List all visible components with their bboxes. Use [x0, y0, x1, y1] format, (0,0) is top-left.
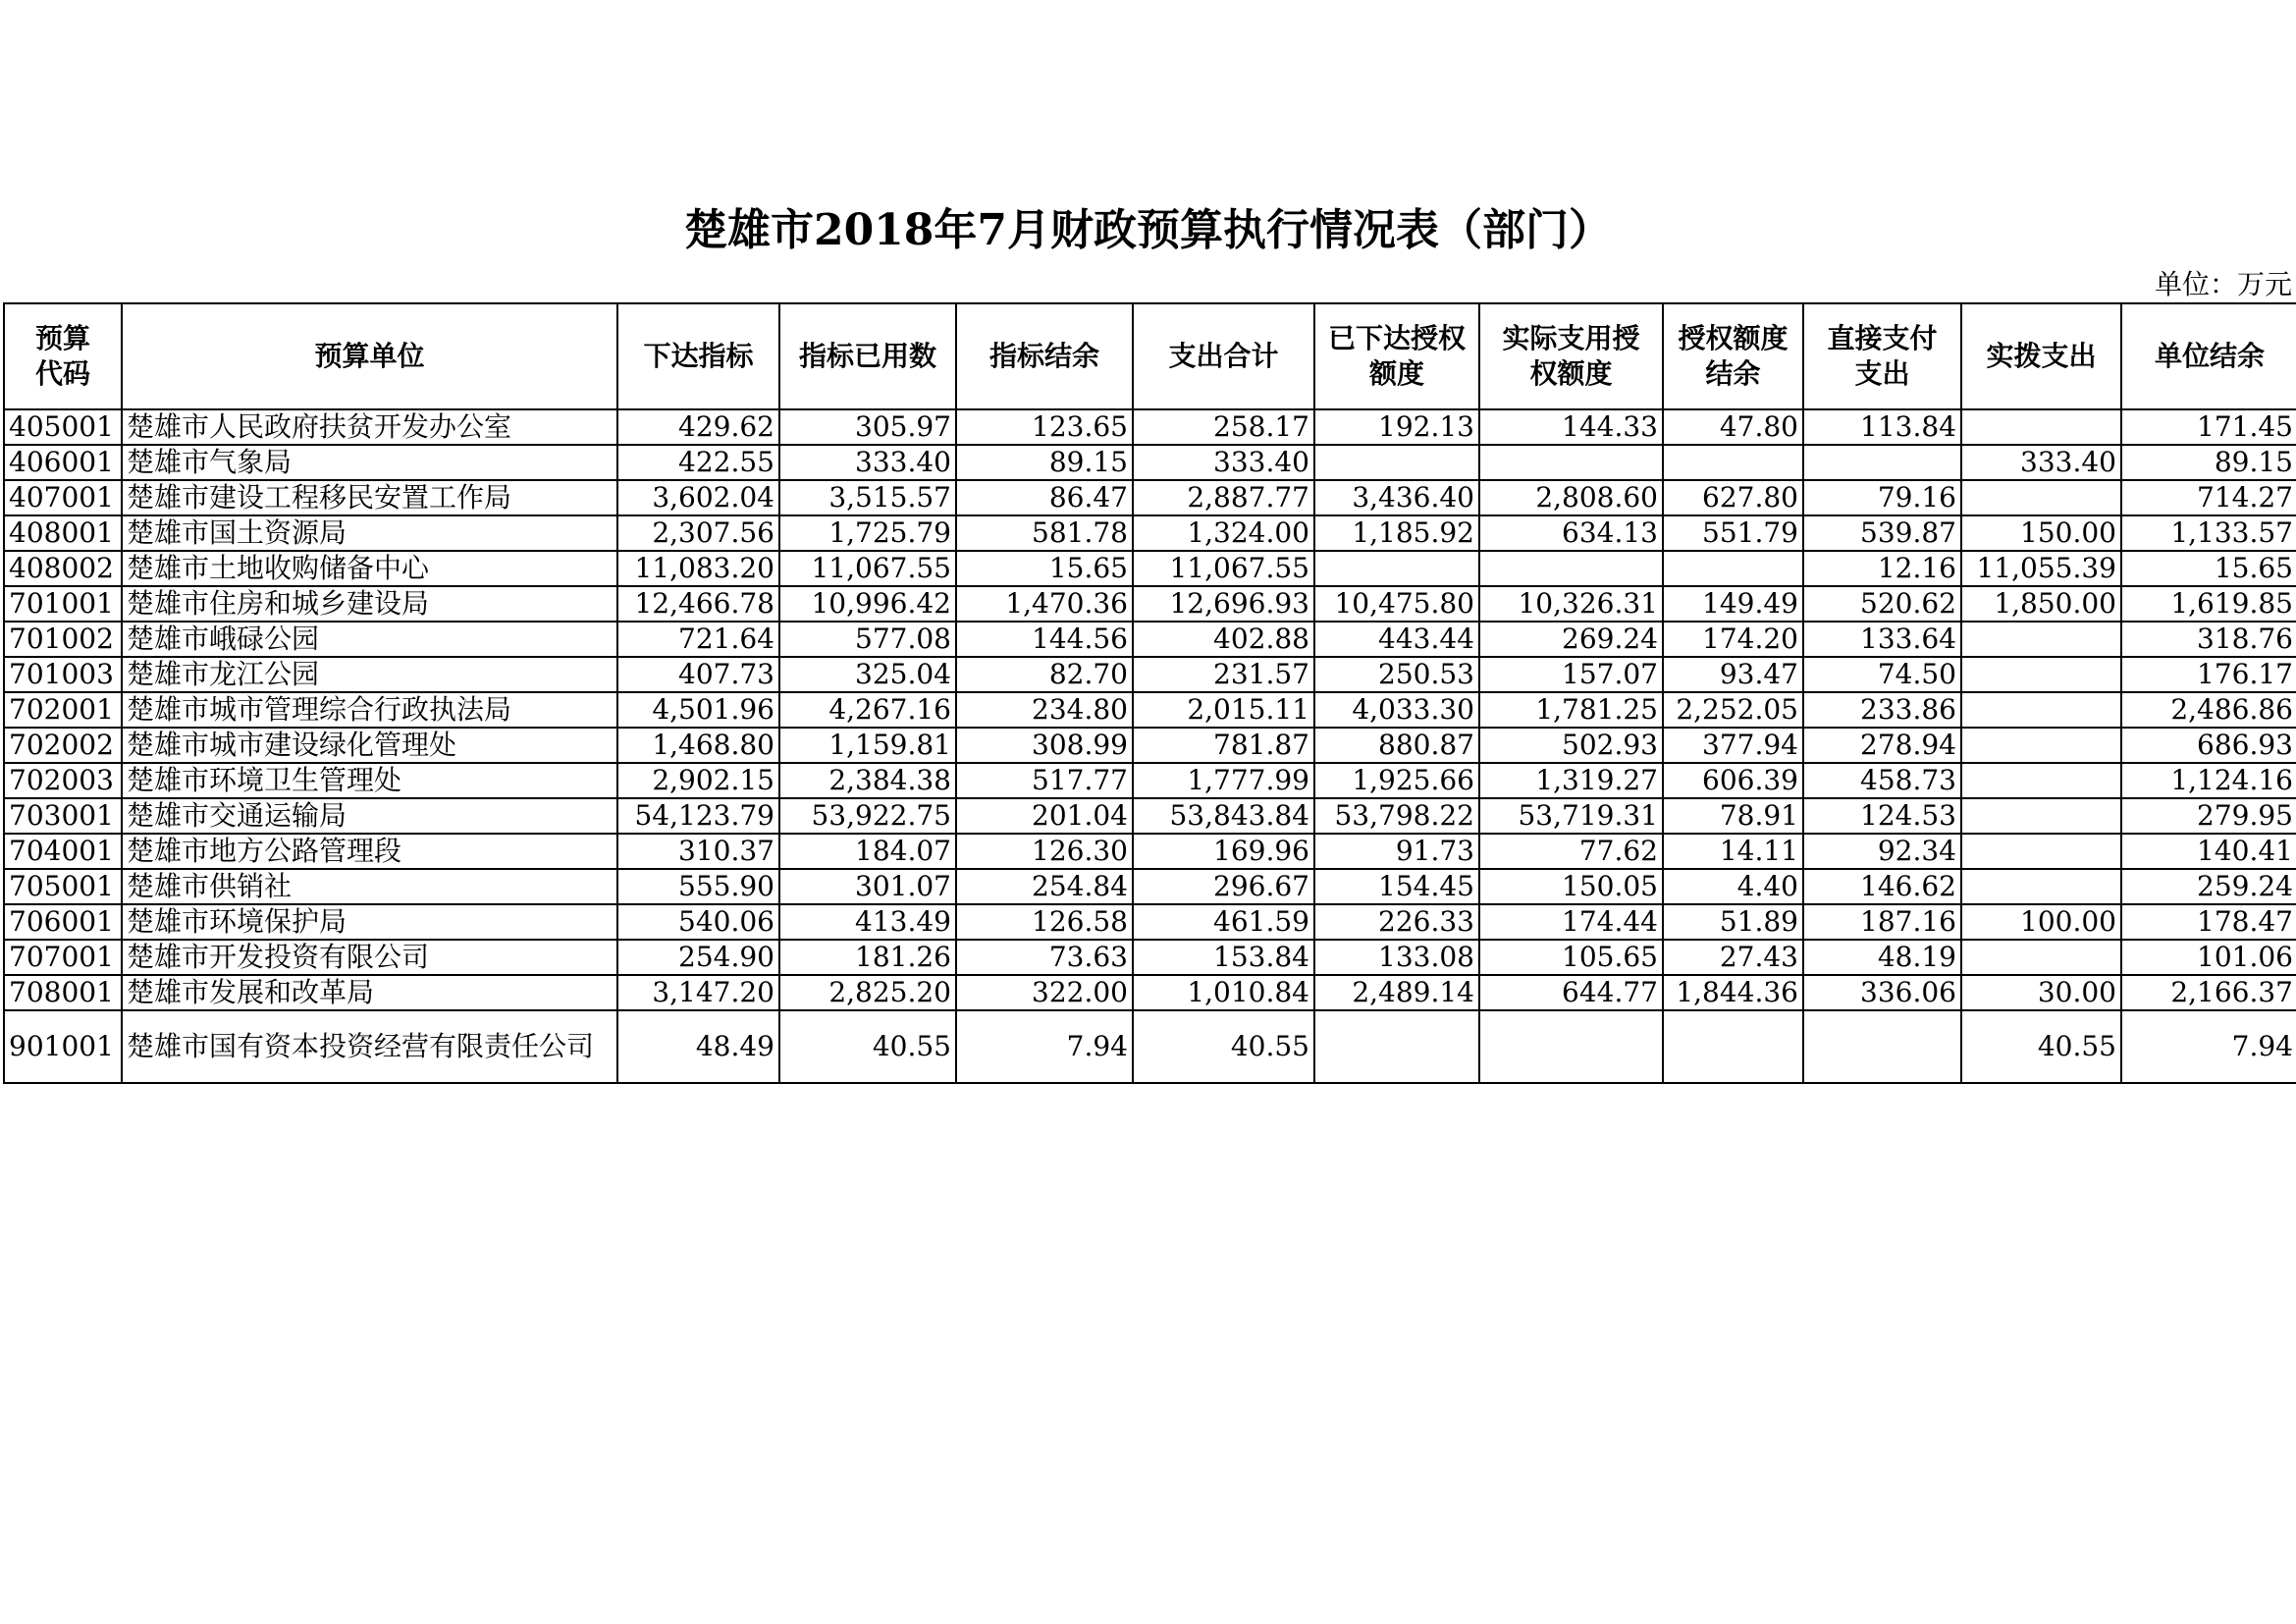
value-cell: 27.43 — [1663, 940, 1803, 975]
value-cell: 105.65 — [1479, 940, 1663, 975]
budget-unit-cell: 楚雄市发展和改革局 — [122, 975, 617, 1010]
value-cell: 250.53 — [1314, 657, 1479, 692]
value-cell: 296.67 — [1133, 869, 1314, 904]
value-cell: 1,470.36 — [956, 586, 1133, 622]
value-cell: 12,696.93 — [1133, 586, 1314, 622]
value-cell: 413.49 — [779, 904, 956, 940]
budget-code-cell: 704001 — [4, 834, 122, 869]
value-cell: 113.84 — [1803, 409, 1961, 445]
budget-code-cell: 705001 — [4, 869, 122, 904]
value-cell: 1,725.79 — [779, 515, 956, 551]
value-cell: 2,384.38 — [779, 763, 956, 798]
value-cell: 53,798.22 — [1314, 798, 1479, 834]
value-cell: 422.55 — [617, 445, 779, 480]
value-cell: 3,602.04 — [617, 480, 779, 515]
value-cell: 169.96 — [1133, 834, 1314, 869]
table-row — [4, 869, 2296, 904]
value-cell: 333.40 — [779, 445, 956, 480]
value-cell: 226.33 — [1314, 904, 1479, 940]
budget-unit-cell: 楚雄市城市建设绿化管理处 — [122, 728, 617, 763]
value-cell — [1479, 445, 1663, 480]
value-cell: 11,055.39 — [1961, 551, 2121, 586]
value-cell: 174.44 — [1479, 904, 1663, 940]
value-cell: 551.79 — [1663, 515, 1803, 551]
value-cell: 126.58 — [956, 904, 1133, 940]
value-cell: 140.41 — [2121, 834, 2296, 869]
header-row — [4, 303, 2296, 409]
value-cell: 377.94 — [1663, 728, 1803, 763]
budget-unit-cell: 楚雄市环境保护局 — [122, 904, 617, 940]
value-cell: 1,159.81 — [779, 728, 956, 763]
value-cell: 53,843.84 — [1133, 798, 1314, 834]
value-cell: 74.50 — [1803, 657, 1961, 692]
value-cell: 1,844.36 — [1663, 975, 1803, 1010]
value-cell: 89.15 — [956, 445, 1133, 480]
value-cell: 517.77 — [956, 763, 1133, 798]
value-cell — [1961, 657, 2121, 692]
budget-code-cell: 405001 — [4, 409, 122, 445]
value-cell: 53,719.31 — [1479, 798, 1663, 834]
value-cell: 333.40 — [1961, 445, 2121, 480]
value-cell: 7.94 — [2121, 1010, 2296, 1083]
budget-unit-cell: 楚雄市国有资本投资经营有限责任公司 — [122, 1010, 617, 1083]
value-cell: 174.20 — [1663, 622, 1803, 657]
value-cell — [1961, 940, 2121, 975]
table-row — [4, 763, 2296, 798]
value-cell: 14.11 — [1663, 834, 1803, 869]
value-cell: 124.53 — [1803, 798, 1961, 834]
value-cell — [1961, 692, 2121, 728]
value-cell — [1961, 869, 2121, 904]
budget-code-cell: 702001 — [4, 692, 122, 728]
value-cell: 4,267.16 — [779, 692, 956, 728]
column-header: 已下达授权 额度 — [1314, 303, 1479, 409]
value-cell: 1,010.84 — [1133, 975, 1314, 1010]
value-cell: 1,850.00 — [1961, 586, 2121, 622]
budget-unit-cell: 楚雄市气象局 — [122, 445, 617, 480]
value-cell: 781.87 — [1133, 728, 1314, 763]
table-row — [4, 975, 2296, 1010]
budget-code-cell: 408001 — [4, 515, 122, 551]
table-row — [4, 904, 2296, 940]
value-cell: 634.13 — [1479, 515, 1663, 551]
value-cell — [1663, 551, 1803, 586]
table-row — [4, 586, 2296, 622]
budget-code-cell: 701002 — [4, 622, 122, 657]
value-cell: 336.06 — [1803, 975, 1961, 1010]
value-cell: 308.99 — [956, 728, 1133, 763]
value-cell: 1,185.92 — [1314, 515, 1479, 551]
value-cell: 3,515.57 — [779, 480, 956, 515]
value-cell: 133.64 — [1803, 622, 1961, 657]
value-cell: 171.45 — [2121, 409, 2296, 445]
value-cell: 79.16 — [1803, 480, 1961, 515]
value-cell: 201.04 — [956, 798, 1133, 834]
value-cell: 48.49 — [617, 1010, 779, 1083]
value-cell: 231.57 — [1133, 657, 1314, 692]
value-cell: 2,252.05 — [1663, 692, 1803, 728]
budget-unit-cell: 楚雄市住房和城乡建设局 — [122, 586, 617, 622]
budget-unit-cell: 楚雄市交通运输局 — [122, 798, 617, 834]
value-cell — [1961, 798, 2121, 834]
value-cell — [1803, 1010, 1961, 1083]
value-cell: 154.45 — [1314, 869, 1479, 904]
value-cell: 40.55 — [1961, 1010, 2121, 1083]
budget-code-cell: 707001 — [4, 940, 122, 975]
budget-unit-cell: 楚雄市龙江公园 — [122, 657, 617, 692]
value-cell: 89.15 — [2121, 445, 2296, 480]
budget-code-cell: 703001 — [4, 798, 122, 834]
value-cell: 4.40 — [1663, 869, 1803, 904]
value-cell: 234.80 — [956, 692, 1133, 728]
value-cell — [1479, 1010, 1663, 1083]
value-cell: 233.86 — [1803, 692, 1961, 728]
value-cell: 176.17 — [2121, 657, 2296, 692]
value-cell: 12,466.78 — [617, 586, 779, 622]
column-header: 下达指标 — [617, 303, 779, 409]
value-cell: 305.97 — [779, 409, 956, 445]
budget-unit-cell: 楚雄市建设工程移民安置工作局 — [122, 480, 617, 515]
table-row — [4, 692, 2296, 728]
value-cell: 502.93 — [1479, 728, 1663, 763]
value-cell: 627.80 — [1663, 480, 1803, 515]
value-cell: 539.87 — [1803, 515, 1961, 551]
budget-table — [3, 302, 2296, 1084]
value-cell: 2,808.60 — [1479, 480, 1663, 515]
value-cell — [1314, 445, 1479, 480]
column-header: 授权额度 结余 — [1663, 303, 1803, 409]
column-header: 单位结余 — [2121, 303, 2296, 409]
value-cell — [1663, 1010, 1803, 1083]
budget-code-cell: 706001 — [4, 904, 122, 940]
value-cell: 192.13 — [1314, 409, 1479, 445]
table-row — [4, 622, 2296, 657]
value-cell: 443.44 — [1314, 622, 1479, 657]
value-cell: 1,124.16 — [2121, 763, 2296, 798]
value-cell: 181.26 — [779, 940, 956, 975]
value-cell: 2,015.11 — [1133, 692, 1314, 728]
value-cell — [1803, 445, 1961, 480]
budget-code-cell: 702003 — [4, 763, 122, 798]
value-cell: 12.16 — [1803, 551, 1961, 586]
table-row — [4, 480, 2296, 515]
value-cell: 153.84 — [1133, 940, 1314, 975]
column-header: 直接支付 支出 — [1803, 303, 1961, 409]
value-cell: 149.49 — [1663, 586, 1803, 622]
budget-code-cell: 701003 — [4, 657, 122, 692]
value-cell: 4,501.96 — [617, 692, 779, 728]
value-cell — [1961, 622, 2121, 657]
value-cell: 714.27 — [2121, 480, 2296, 515]
value-cell: 461.59 — [1133, 904, 1314, 940]
table-row — [4, 798, 2296, 834]
table-body — [4, 409, 2296, 1083]
budget-code-cell: 407001 — [4, 480, 122, 515]
column-header: 实际支用授 权额度 — [1479, 303, 1663, 409]
value-cell: 78.91 — [1663, 798, 1803, 834]
page-title: 楚雄市2018年7月财政预算执行情况表（部门） — [683, 205, 1613, 255]
value-cell: 150.05 — [1479, 869, 1663, 904]
value-cell: 126.30 — [956, 834, 1133, 869]
budget-unit-cell: 楚雄市人民政府扶贫开发办公室 — [122, 409, 617, 445]
value-cell: 254.90 — [617, 940, 779, 975]
value-cell: 301.07 — [779, 869, 956, 904]
column-header: 预算单位 — [122, 303, 617, 409]
value-cell: 11,067.55 — [1133, 551, 1314, 586]
value-cell: 721.64 — [617, 622, 779, 657]
value-cell: 144.56 — [956, 622, 1133, 657]
value-cell: 3,436.40 — [1314, 480, 1479, 515]
table-row — [4, 445, 2296, 480]
value-cell: 178.47 — [2121, 904, 2296, 940]
value-cell — [1314, 551, 1479, 586]
value-cell: 40.55 — [1133, 1010, 1314, 1083]
value-cell: 259.24 — [2121, 869, 2296, 904]
value-cell: 1,319.27 — [1479, 763, 1663, 798]
table-row — [4, 940, 2296, 975]
value-cell: 1,324.00 — [1133, 515, 1314, 551]
value-cell: 92.34 — [1803, 834, 1961, 869]
value-cell: 2,166.37 — [2121, 975, 2296, 1010]
budget-code-cell: 406001 — [4, 445, 122, 480]
value-cell: 2,902.15 — [617, 763, 779, 798]
value-cell: 93.47 — [1663, 657, 1803, 692]
value-cell: 2,825.20 — [779, 975, 956, 1010]
value-cell: 133.08 — [1314, 940, 1479, 975]
value-cell: 520.62 — [1803, 586, 1961, 622]
budget-unit-cell: 楚雄市环境卫生管理处 — [122, 763, 617, 798]
value-cell: 458.73 — [1803, 763, 1961, 798]
value-cell: 1,133.57 — [2121, 515, 2296, 551]
column-header: 实拨支出 — [1961, 303, 2121, 409]
value-cell — [1961, 763, 2121, 798]
value-cell: 10,326.31 — [1479, 586, 1663, 622]
table-row — [4, 409, 2296, 445]
value-cell — [1961, 834, 2121, 869]
value-cell: 7.94 — [956, 1010, 1133, 1083]
budget-unit-cell: 楚雄市供销社 — [122, 869, 617, 904]
value-cell: 577.08 — [779, 622, 956, 657]
value-cell: 15.65 — [2121, 551, 2296, 586]
budget-unit-cell: 楚雄市地方公路管理段 — [122, 834, 617, 869]
value-cell: 2,887.77 — [1133, 480, 1314, 515]
value-cell: 10,996.42 — [779, 586, 956, 622]
value-cell: 30.00 — [1961, 975, 2121, 1010]
value-cell: 1,619.85 — [2121, 586, 2296, 622]
value-cell: 322.00 — [956, 975, 1133, 1010]
value-cell: 1,468.80 — [617, 728, 779, 763]
value-cell — [1961, 728, 2121, 763]
value-cell: 187.16 — [1803, 904, 1961, 940]
budget-code-cell: 708001 — [4, 975, 122, 1010]
value-cell: 310.37 — [617, 834, 779, 869]
value-cell: 606.39 — [1663, 763, 1803, 798]
table-row — [4, 728, 2296, 763]
value-cell: 269.24 — [1479, 622, 1663, 657]
value-cell: 11,083.20 — [617, 551, 779, 586]
budget-code-cell: 408002 — [4, 551, 122, 586]
value-cell: 402.88 — [1133, 622, 1314, 657]
value-cell: 278.94 — [1803, 728, 1961, 763]
value-cell: 686.93 — [2121, 728, 2296, 763]
table-row — [4, 657, 2296, 692]
value-cell: 77.62 — [1479, 834, 1663, 869]
budget-code-cell: 702002 — [4, 728, 122, 763]
value-cell: 407.73 — [617, 657, 779, 692]
value-cell: 40.55 — [779, 1010, 956, 1083]
value-cell: 258.17 — [1133, 409, 1314, 445]
budget-unit-cell: 楚雄市国土资源局 — [122, 515, 617, 551]
budget-code-cell: 901001 — [4, 1010, 122, 1083]
value-cell: 279.95 — [2121, 798, 2296, 834]
value-cell: 101.06 — [2121, 940, 2296, 975]
value-cell: 86.47 — [956, 480, 1133, 515]
table-row — [4, 1010, 2296, 1083]
value-cell: 1,925.66 — [1314, 763, 1479, 798]
value-cell: 254.84 — [956, 869, 1133, 904]
budget-unit-cell: 楚雄市土地收购储备中心 — [122, 551, 617, 586]
value-cell: 2,307.56 — [617, 515, 779, 551]
column-header: 指标已用数 — [779, 303, 956, 409]
table-row — [4, 551, 2296, 586]
value-cell — [1961, 409, 2121, 445]
value-cell: 1,777.99 — [1133, 763, 1314, 798]
value-cell: 555.90 — [617, 869, 779, 904]
value-cell: 540.06 — [617, 904, 779, 940]
value-cell: 146.62 — [1803, 869, 1961, 904]
value-cell: 91.73 — [1314, 834, 1479, 869]
value-cell: 11,067.55 — [779, 551, 956, 586]
value-cell: 82.70 — [956, 657, 1133, 692]
value-cell: 318.76 — [2121, 622, 2296, 657]
column-header: 支出合计 — [1133, 303, 1314, 409]
value-cell: 157.07 — [1479, 657, 1663, 692]
value-cell — [1314, 1010, 1479, 1083]
value-cell — [1479, 551, 1663, 586]
value-cell: 100.00 — [1961, 904, 2121, 940]
budget-unit-cell: 楚雄市开发投资有限公司 — [122, 940, 617, 975]
value-cell: 123.65 — [956, 409, 1133, 445]
value-cell: 54,123.79 — [617, 798, 779, 834]
table-row — [4, 834, 2296, 869]
budget-code-cell: 701001 — [4, 586, 122, 622]
value-cell: 48.19 — [1803, 940, 1961, 975]
value-cell: 880.87 — [1314, 728, 1479, 763]
table-row — [4, 515, 2296, 551]
value-cell: 144.33 — [1479, 409, 1663, 445]
value-cell: 51.89 — [1663, 904, 1803, 940]
column-header: 指标结余 — [956, 303, 1133, 409]
value-cell: 53,922.75 — [779, 798, 956, 834]
value-cell: 2,486.86 — [2121, 692, 2296, 728]
value-cell: 581.78 — [956, 515, 1133, 551]
value-cell: 4,033.30 — [1314, 692, 1479, 728]
column-header: 预算 代码 — [4, 303, 122, 409]
value-cell: 73.63 — [956, 940, 1133, 975]
value-cell: 644.77 — [1479, 975, 1663, 1010]
value-cell: 184.07 — [779, 834, 956, 869]
value-cell: 1,781.25 — [1479, 692, 1663, 728]
value-cell: 3,147.20 — [617, 975, 779, 1010]
value-cell: 2,489.14 — [1314, 975, 1479, 1010]
value-cell: 47.80 — [1663, 409, 1803, 445]
value-cell: 15.65 — [956, 551, 1133, 586]
unit-label: 单位：万元 — [2154, 268, 2292, 300]
value-cell: 10,475.80 — [1314, 586, 1479, 622]
budget-unit-cell: 楚雄市峨碌公园 — [122, 622, 617, 657]
value-cell — [1961, 480, 2121, 515]
value-cell: 150.00 — [1961, 515, 2121, 551]
value-cell: 429.62 — [617, 409, 779, 445]
value-cell: 325.04 — [779, 657, 956, 692]
value-cell: 333.40 — [1133, 445, 1314, 480]
budget-unit-cell: 楚雄市城市管理综合行政执法局 — [122, 692, 617, 728]
value-cell — [1663, 445, 1803, 480]
